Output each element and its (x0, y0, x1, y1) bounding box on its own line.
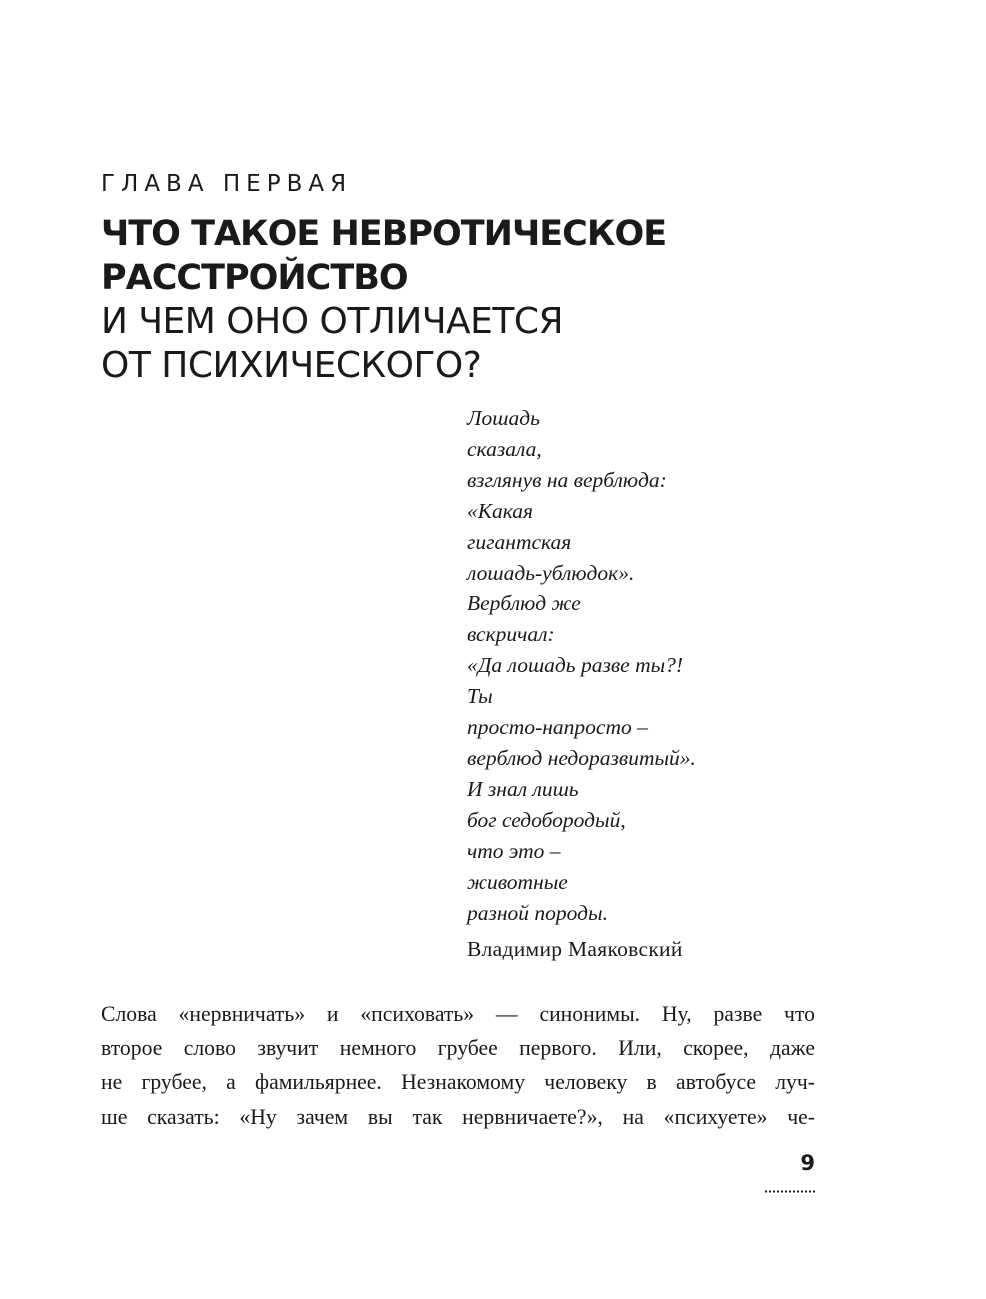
body-line: Слова «нервничать» и «психовать» — синонимы. Ну, разве что (101, 1002, 815, 1026)
poem-line: Верблюд же (467, 591, 581, 616)
chapter-title-light-line: ОТ ПСИХИЧЕСКОГО? (101, 345, 482, 386)
poem-line: вскричал: (467, 622, 555, 647)
body-paragraph (101, 997, 815, 1134)
chapter-label: ГЛАВА ПЕРВАЯ (101, 171, 353, 197)
chapter-title-light-line: И ЧЕМ ОНО ОТЛИЧАЕТСЯ (101, 301, 564, 342)
poem-line: гигантская (467, 529, 572, 554)
poem-line: животные (467, 869, 568, 894)
poem-line: разной породы. (467, 900, 608, 925)
chapter-title (101, 212, 861, 388)
epigraph-poem (467, 403, 696, 928)
body-line: ше сказать: «Ну зачем вы так нервничаете?», на «психуете» че- (101, 1104, 815, 1129)
page-number: 9 (800, 1151, 815, 1175)
epigraph-author: Владимир Маяковский (467, 937, 683, 961)
poem-line: что это – (467, 838, 561, 863)
poem-line: Лошадь (467, 406, 540, 430)
poem-line: «Какая (467, 498, 534, 523)
chapter-title-bold-line: ЧТО ТАКОЕ НЕВРОТИЧЕСКОЕ (101, 214, 667, 254)
poem-line: «Да лошадь разве ты?! (467, 653, 684, 678)
poem-line: просто-напросто – (467, 715, 648, 740)
poem-line: сказала, (467, 436, 542, 461)
poem-line: верблюд недоразвитый». (467, 745, 696, 770)
chapter-title-bold-line: РАССТРОЙСТВО (101, 258, 408, 298)
poem-line: бог седобородый, (467, 807, 626, 832)
page-number-dotted-rule (764, 1190, 815, 1193)
body-line: второе слово звучит немного грубее первого. Или, скорее, даже (101, 1036, 815, 1061)
poem-line: И знал лишь (467, 776, 579, 801)
poem-line: лошадь-ублюдок». (467, 560, 635, 585)
body-line: не грубее, а фамильярнее. Незнакомому человеку в автобусе луч- (101, 1070, 815, 1095)
poem-line: взглянув на верблюда: (467, 467, 667, 492)
poem-line: Ты (467, 684, 493, 709)
